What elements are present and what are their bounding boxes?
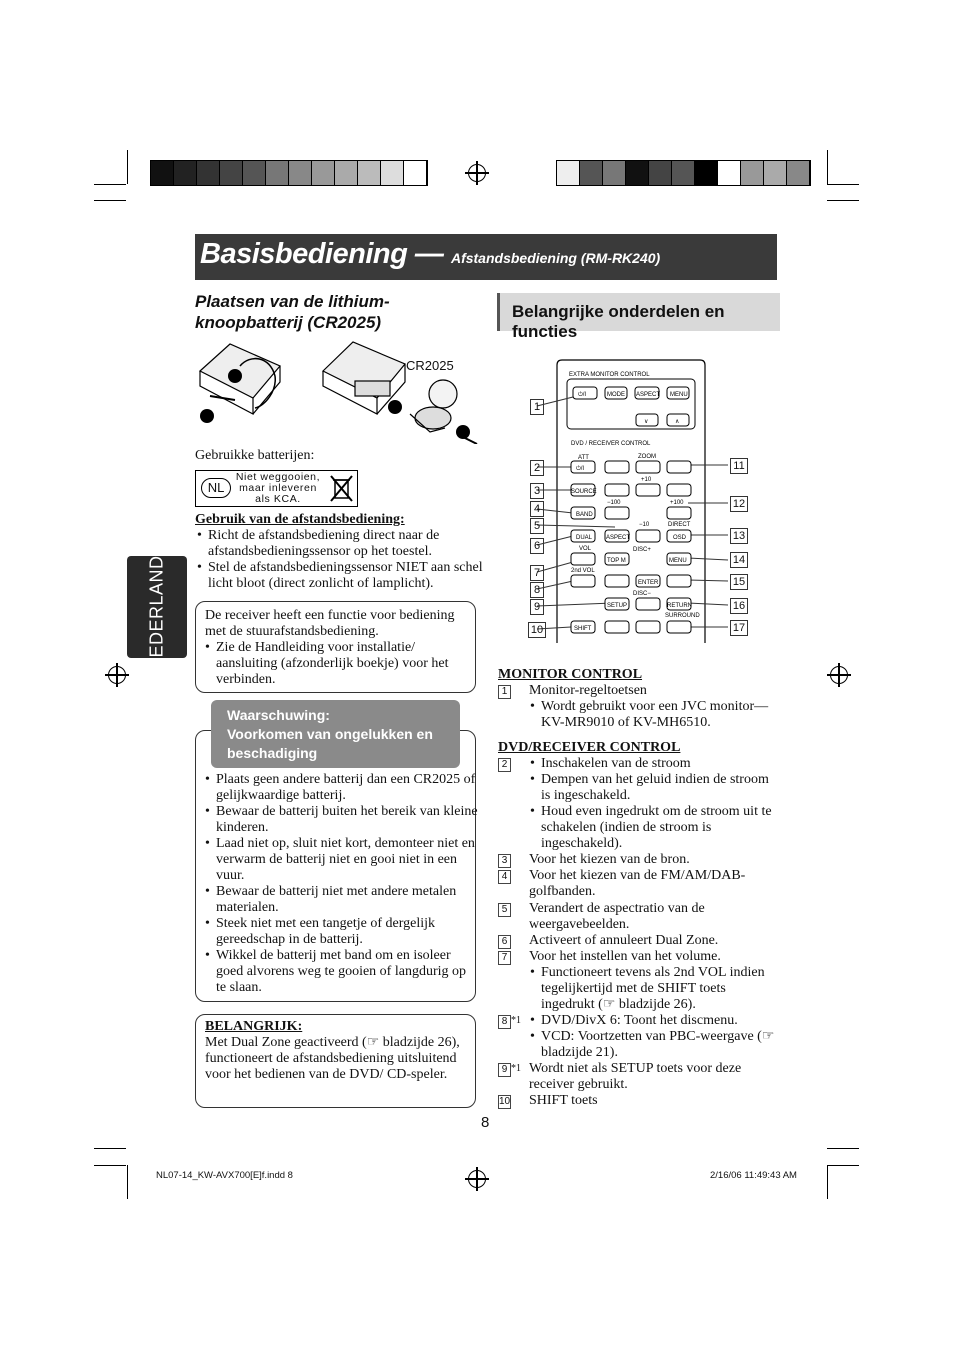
callout-label: 10: [528, 622, 546, 638]
dvd-item: [498, 933, 778, 949]
info-box: [195, 601, 476, 693]
direct-label: DIRECT: [668, 522, 691, 528]
crop-mark: [94, 184, 126, 185]
zoom-label: ZOOM: [638, 454, 656, 460]
footnote-mark: *1: [511, 1015, 521, 1026]
usage-heading: Gebruik van de afstandsbediening:: [195, 512, 405, 527]
callout-label: 15: [730, 574, 748, 590]
crop-mark: [94, 1165, 126, 1166]
crop-mark: [827, 1165, 828, 1199]
power-label: ⏻/I: [578, 392, 587, 398]
callout-label: 2: [530, 460, 544, 476]
dvd-item: [498, 852, 778, 868]
section-title: Belangrijke onderdelen en functies: [512, 302, 725, 341]
registration-mark-icon: [468, 1170, 486, 1188]
shift-label: SHIFT: [574, 626, 592, 632]
callout-label: 17: [730, 620, 748, 636]
dvd-item: [498, 868, 778, 899]
callout-label: 3: [530, 483, 544, 499]
crop-mark: [127, 1165, 128, 1199]
att-label: ATT: [578, 455, 589, 461]
usage-item: • Stel de afstandsbedieningssensor NIET aan schel licht bloot (direct zonlicht of lamplicht).: [208, 560, 483, 592]
bullet-item: • Wordt gebruikt voor een JVC monitor— KV-MR9010 of KV-MH6510.: [541, 699, 791, 731]
osd-label: OSD: [673, 535, 687, 541]
info-box-list: [205, 640, 478, 688]
battery-illustration: [195, 336, 480, 444]
item-text: Activeert of annuleert Dual Zone.: [529, 933, 719, 948]
minus10-label: −10: [639, 522, 650, 528]
up-label: ∧: [675, 419, 680, 425]
warning-item: • Bewaar de batterij niet met andere metalen materialen.: [216, 884, 479, 916]
return-label: RETURN: [667, 603, 692, 609]
item-text: Wordt niet als SETUP toets voor deze receiver gebruikt.: [529, 1061, 742, 1092]
battery-type-label: CR2025: [406, 358, 454, 373]
crop-mark: [94, 1148, 126, 1149]
menu-label: MENU: [669, 558, 687, 564]
item-number: 5: [498, 903, 511, 917]
repeat-button[interactable]: [605, 621, 629, 633]
item-text: SHIFT toets: [529, 1093, 598, 1108]
color-bar-left: [150, 160, 428, 186]
language-tab-label: NEDERLANDS: [146, 542, 167, 672]
mode-label: MODE: [607, 392, 625, 398]
used-batteries-label: Gebruikke batterijen:: [195, 448, 315, 463]
recycling-notice-box: [195, 470, 358, 507]
page-number: 8: [481, 1114, 490, 1131]
section-title-box: [497, 293, 780, 341]
volume-down-button[interactable]: [571, 575, 595, 587]
rewind-button[interactable]: [605, 484, 629, 496]
page-title-bar: [195, 234, 777, 280]
surround-label: SURROUND: [665, 613, 700, 619]
nl-text: Niet weggooien, maar inleveren als KCA.: [235, 471, 321, 505]
registration-mark-icon: [468, 164, 486, 182]
plus100-label: +100: [670, 500, 684, 506]
aspect-label: ASPECT: [636, 392, 661, 398]
color-bar-right: [556, 160, 811, 186]
callout-label: 14: [730, 552, 748, 568]
item-text: Voor het instellen van het volume.: [529, 949, 721, 964]
item-number: 4: [498, 870, 511, 884]
crop-mark: [827, 184, 859, 185]
important-box: [195, 1014, 476, 1108]
bullet-item: • VCD: Voortzetten van PBC-weergave (☞ bladzijde 21).: [541, 1029, 781, 1061]
warning-item: • Steek niet met een tangetje of dergelijk gereedschap in de batterij.: [216, 916, 479, 948]
dvd-item: [498, 1093, 778, 1109]
warning-heading: Waarschuwing: Voorkomen van ongelukken en beschadiging: [211, 700, 460, 768]
footer-file: NL07-14_KW-AVX700[E]f.indd 8: [156, 1170, 293, 1181]
remote-extra-label: EXTRA MONITOR CONTROL: [569, 372, 650, 378]
item8-bullets: [530, 1013, 781, 1061]
item-number: 1: [498, 685, 511, 699]
warning-item: • Wikkel de batterij met band om en isoleer goed alvorens weg te gooien of langdurig op te slaan.: [216, 948, 479, 996]
next-button[interactable]: [667, 507, 691, 519]
plus10-label: +10: [641, 477, 652, 483]
footer-date: 2/16/06 11:49:43 AM: [710, 1170, 797, 1181]
disc-minus-label: DISC−: [633, 591, 651, 597]
stop-button[interactable]: [605, 461, 629, 473]
monitor-bullets: [530, 699, 791, 731]
minus100-label: −100: [607, 500, 621, 506]
remote-dvd-label: DVD / RECEIVER CONTROL: [571, 441, 651, 447]
vol-label: VOL: [579, 546, 592, 552]
item-number: 3: [498, 854, 511, 868]
down-label: ∨: [644, 419, 649, 425]
warning-item: • Plaats geen andere batterij dan een CR2025 of gelijkwaardige batterij.: [216, 772, 479, 804]
callout-label: 1: [530, 399, 544, 415]
step-4-icon: [456, 425, 470, 439]
setup-label: SETUP: [607, 603, 628, 609]
battery-heading: Plaatsen van de lithium-knoopbatterij (CR2025): [195, 292, 390, 332]
play-button[interactable]: [636, 461, 660, 473]
menu-label: MENU: [670, 392, 688, 398]
aspect-label: ASPECT: [606, 535, 631, 541]
page-subtitle: Afstandsbediening (RM-RK240): [450, 250, 661, 266]
callout-label: 7: [530, 565, 544, 581]
item-text: Monitor-regeltoetsen: [529, 683, 647, 698]
left-button[interactable]: [605, 575, 629, 587]
important-text: Met Dual Zone geactiveerd (☞ bladzijde 26), functioneert de afstandsbediening uitsluitend voor het bedienen van de DVD/ CD-speler.: [205, 1035, 460, 1082]
step-1-icon: [200, 409, 214, 423]
registration-mark-icon: [108, 666, 126, 684]
bullet-item: • Dempen van het geluid indien de stroom is ingeschakeld.: [541, 772, 777, 804]
monitor-control-heading: MONITOR CONTROL: [498, 667, 643, 682]
callout-label: 5: [530, 518, 544, 534]
power-label: ⏻/I: [576, 466, 585, 472]
callout-label: 4: [530, 501, 544, 517]
item-number: 2: [498, 758, 511, 772]
fast-forward-button[interactable]: [667, 484, 691, 496]
important-heading: BELANGRIJK:: [205, 1019, 303, 1034]
item-number: 7: [498, 951, 511, 965]
previous-button[interactable]: [605, 507, 629, 519]
up-button[interactable]: [636, 484, 660, 496]
item-text: Voor het kiezen van de bron.: [529, 852, 690, 867]
crossed-bin-icon: [329, 473, 354, 503]
bullet-item: • Functioneert tevens als 2nd VOL indien tegelijkertijd met de SHIFT toets ingedrukt (☞ bladzijde 26).: [541, 965, 781, 1013]
disc-plus-label: DISC+: [633, 547, 651, 553]
bullet-item: • DVD/DivX 6: Toont het discmenu.: [541, 1013, 781, 1029]
remote-control-diagram: [525, 355, 755, 645]
item-text: Voor het kiezen van de FM/AM/DAB-golfbanden.: [529, 868, 746, 899]
subtitle-button[interactable]: [636, 621, 660, 633]
crop-mark: [827, 1148, 859, 1149]
item-number: 10: [499, 1096, 511, 1107]
dvd-item: [498, 901, 778, 932]
footnote-mark: *1: [511, 1063, 521, 1074]
usage-list: [197, 528, 483, 592]
dvd-receiver-heading: DVD/RECEIVER CONTROL: [498, 740, 681, 755]
topm-label: TOP M: [607, 558, 626, 564]
down-arrow-button[interactable]: [636, 598, 660, 610]
crop-mark: [827, 1165, 859, 1166]
item-number: 8: [498, 1015, 511, 1029]
dvd-item: [498, 949, 778, 965]
callout-label: 9: [530, 599, 544, 615]
warning-item: • Bewaar de batterij buiten het bereik van kleine kinderen.: [216, 804, 479, 836]
nl-code: NL: [201, 478, 231, 498]
item2-bullets: [530, 756, 777, 852]
item-number: 6: [498, 935, 511, 949]
enter-label: ENTER: [638, 580, 659, 586]
info-box-text: De receiver heeft een functie voor bediening met de stuurafstandsbediening.: [205, 608, 455, 639]
crop-mark: [827, 150, 828, 184]
pause-button[interactable]: [667, 461, 691, 473]
callout-label: 6: [530, 538, 544, 554]
callout-label: 16: [730, 598, 748, 614]
bullet-item: • Houd even ingedrukt om de stroom uit te schakelen (indien de stroom is ingeschakeld).: [541, 804, 777, 852]
page-title: Basisbediening — Afstandsbediening (RM-RK240): [200, 238, 661, 270]
callout-label: 8: [530, 582, 544, 598]
step-3-icon: [388, 400, 402, 414]
vol2-label: 2nd VOL: [571, 568, 595, 574]
crop-mark: [94, 200, 126, 201]
source-label: SOURCE: [571, 489, 597, 495]
item7-bullets: [530, 965, 781, 1013]
step-2-icon: [228, 369, 242, 383]
monitor-item: [498, 683, 647, 699]
dvd-item: [498, 1061, 778, 1092]
registration-mark-icon: [830, 666, 848, 684]
callout-label: 12: [730, 496, 748, 512]
warning-list: [205, 772, 479, 996]
crop-mark: [127, 150, 128, 184]
warning-item: • Laad niet op, sluit niet kort, demonteer niet en verwarm de batterij niet en gooi niet in een vuur.: [216, 836, 479, 884]
language-tab: [127, 542, 187, 672]
dvd-item: [498, 756, 511, 772]
usage-item: • Richt de afstandsbediening direct naar de afstandsbedieningssensor op het toestel.: [208, 528, 483, 560]
down-button[interactable]: [636, 530, 660, 542]
item-number: 9: [498, 1063, 511, 1077]
audio-button[interactable]: [667, 621, 691, 633]
item-text: Verandert de aspectratio van de weergavebeelden.: [529, 901, 705, 932]
bullet-item: • Inschakelen van de stroom: [541, 756, 777, 772]
volume-up-button[interactable]: [571, 553, 595, 565]
crop-mark: [827, 200, 859, 201]
dual-label: DUAL: [576, 535, 593, 541]
band-label: BAND: [576, 512, 593, 518]
callout-label: 11: [730, 458, 748, 474]
callout-label: 13: [730, 528, 748, 544]
right-button[interactable]: [667, 575, 691, 587]
info-box-item: • Zie de Handleiding voor installatie/ aansluiting (afzonderlijk boekje) voor het verbinden.: [216, 640, 478, 688]
